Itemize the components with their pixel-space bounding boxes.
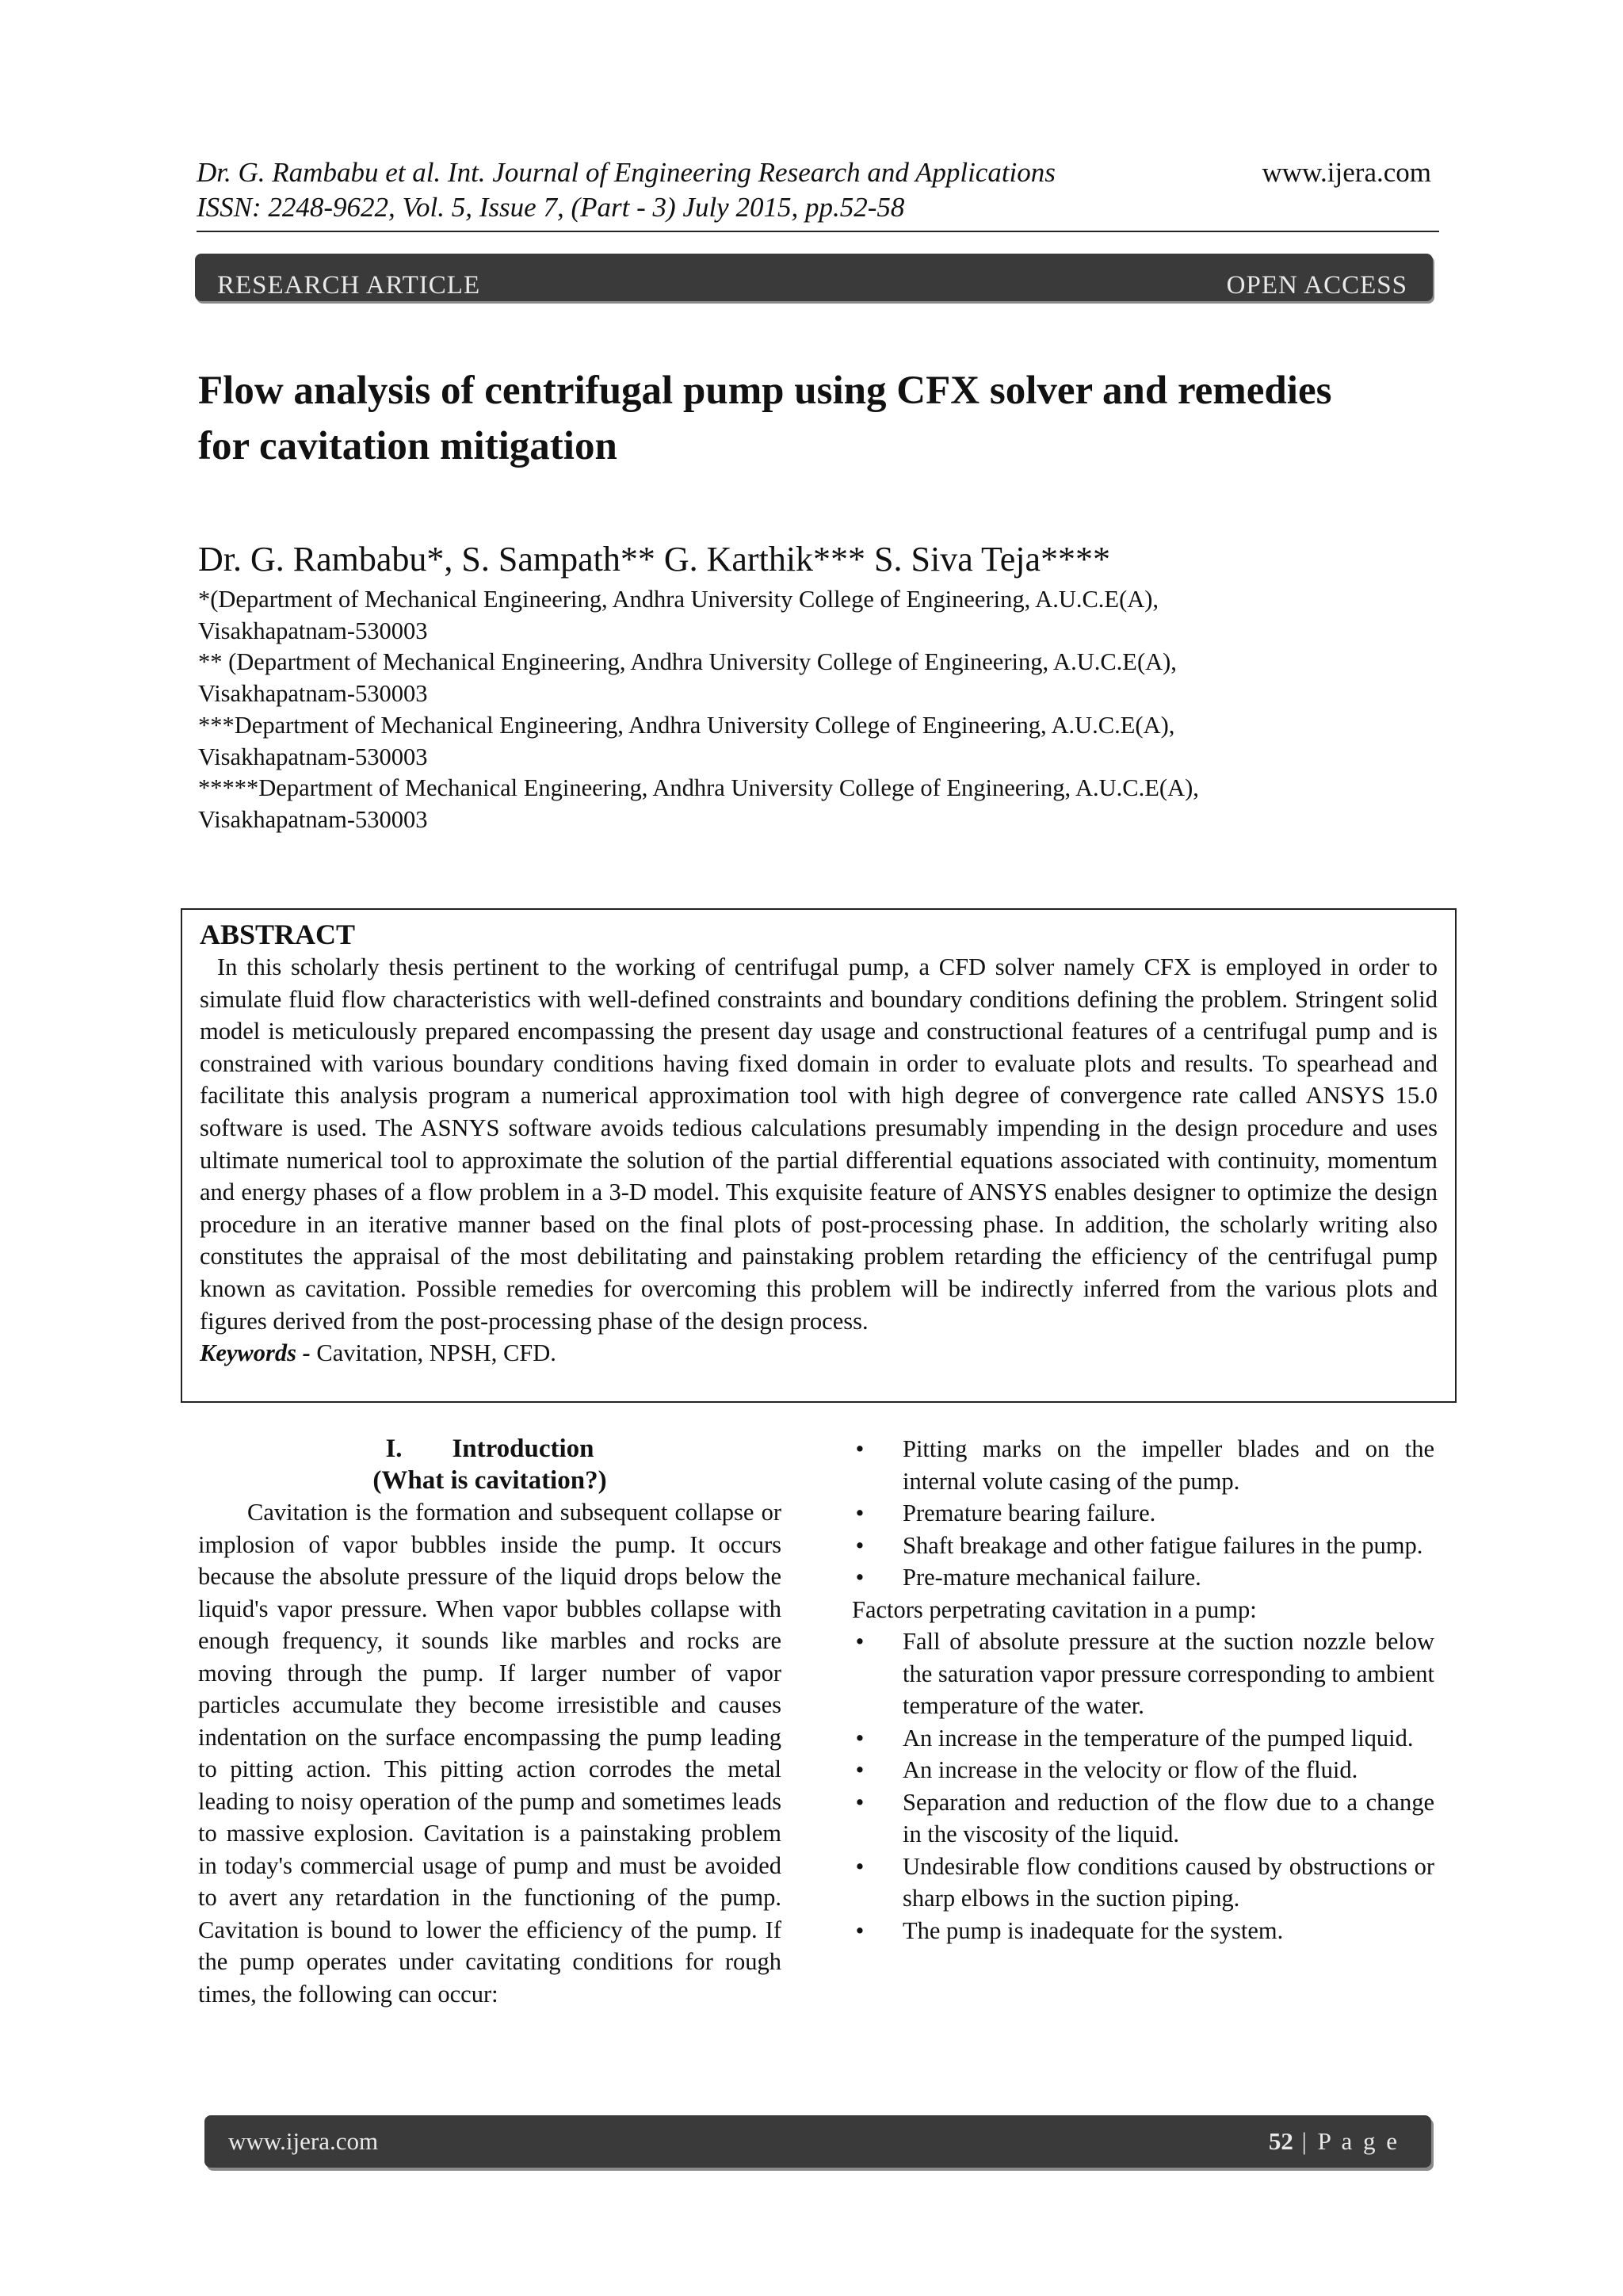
- right-column: [852, 1433, 1434, 1946]
- intro-paragraph: Cavitation is the formation and subsequent collapse or implosion of vapor bubbles inside the pump. It occurs because the absolute pressure of the liquid drops below the liquid's vapor pressure. When vapor bubbles collapse with enough frequency, it sounds like marbles and rocks are moving through the pump. If larger number of vapor particles accumulate they become irresistible and causes indentation on the surface encompassing the pump leading to pitting action. This pitting action corrodes the metal leading to noisy operation of the pump and sometimes leads to massive explosion. Cavitation is a painstaking problem in today's commercial usage of pump and must be avoided to avert any retardation in the functioning of the pump. Cavitation is bound to lower the efficiency of the pump. If the pump operates under cavitating conditions for rough times, the following can occur:: [198, 1499, 781, 2008]
- factors-list: [852, 1626, 1434, 1946]
- effects-list: [852, 1433, 1434, 1594]
- abstract-text: In this scholarly thesis pertinent to the working of centrifugal pump, a CFD solver namely CFX is employed in order to simulate fluid flow characteristics with well-defined constraints and boundary conditions defining the problem. Stringent solid model is meticulously prepared encompassing the present day usage and constructional features of a centrifugal pump and is constrained with various boundary conditions having fixed domain in order to evaluate plots and results. To spearhead and facilitate this analysis program a numerical approximation tool with high degree of convergence rate called ANSYS 15.0 software is used. The ASNYS software avoids tedious calculations presumably impending in the design procedure and uses ultimate numerical tool to approximate the solution of the partial differential equations associated with continuity, momentum and energy phases of a flow problem in a 3-D model. This exquisite feature of ANSYS enables designer to optimize the design procedure in an iterative manner based on the final plots of post-processing phase. In addition, the scholarly writing also constitutes the appraisal of the most debilitating and painstaking problem retarding the efficiency of the centrifugal pump known as cavitation. Possible remedies for overcoming this problem will be indirectly inferred from the various plots and figures derived from the post-processing phase of the design process.: [200, 953, 1438, 1335]
- journal-issn: ISSN: 2248-9622, Vol. 5, Issue 7, (Part - 3) July 2015, pp.52-58: [197, 192, 905, 223]
- list-item: [852, 1915, 1434, 1947]
- section-number: I.: [385, 1435, 403, 1463]
- list-item: [852, 1561, 1434, 1594]
- author-list: Dr. G. Rambabu*, S. Sampath** G. Karthik*** S. Siva Teja****: [198, 540, 1111, 579]
- journal-header: [197, 155, 1439, 232]
- open-access-label: OPEN ACCESS: [1226, 271, 1407, 300]
- list-item: [852, 1851, 1434, 1915]
- list-item-text: Separation and reduction of the flow due to a change in the viscosity of the liquid.: [903, 1788, 1434, 1847]
- footer-website-link[interactable]: www.ijera.com: [228, 2127, 379, 2155]
- paper-title-line-2: for cavitation mitigation: [198, 424, 617, 468]
- bullet-icon: •: [855, 1628, 865, 1655]
- bullet-icon: •: [855, 1499, 865, 1526]
- keywords: [200, 1337, 1438, 1369]
- page-label: | P a g e: [1293, 2127, 1400, 2155]
- bullet-icon: •: [855, 1916, 865, 1944]
- journal-website-link[interactable]: www.ijera.com: [1262, 157, 1431, 188]
- paper-title: [198, 363, 1466, 474]
- bullet-icon: •: [855, 1724, 865, 1752]
- keywords-label: Keywords -: [200, 1339, 311, 1367]
- list-item-text: An increase in the temperature of the pumped liquid.: [903, 1724, 1414, 1752]
- list-item: [852, 1530, 1434, 1562]
- affiliation-line: ** (Department of Mechanical Engineering, Andhra University College of Engineering, A.U.C.E(A),: [198, 648, 1177, 676]
- list-item: [852, 1497, 1434, 1530]
- affiliation-line: *****Department of Mechanical Engineering, Andhra University College of Engineering, A.U.C.E(A),: [198, 774, 1199, 802]
- list-item: [852, 1722, 1434, 1755]
- factors-heading: Factors perpetrating cavitation in a pump:: [852, 1595, 1257, 1623]
- journal-citation: Dr. G. Rambabu et al. Int. Journal of Engineering Research and Applications: [197, 157, 1056, 188]
- bullet-icon: •: [855, 1852, 865, 1880]
- list-item: [852, 1754, 1434, 1786]
- bullet-icon: •: [855, 1564, 865, 1591]
- article-type-ribbon: [195, 254, 1433, 301]
- left-column: [198, 1433, 781, 2010]
- research-article-label: RESEARCH ARTICLE: [217, 271, 481, 300]
- list-item: [852, 1786, 1434, 1851]
- list-item: [852, 1433, 1434, 1497]
- paper-title-line-1: Flow analysis of centrifugal pump using CFX solver and remedies: [198, 369, 1332, 413]
- list-item: [852, 1626, 1434, 1722]
- page-number-value: 52: [1268, 2127, 1293, 2155]
- affiliation-line: ***Department of Mechanical Engineering, Andhra University College of Engineering, A.U.C.E(A),: [198, 711, 1175, 739]
- affiliation-line: Visakhapatnam-530003: [198, 805, 428, 833]
- bullet-icon: •: [855, 1788, 865, 1816]
- affiliation-line: *(Department of Mechanical Engineering, Andhra University College of Engineering, A.U.C.E(A),: [198, 586, 1159, 613]
- affiliation-line: Visakhapatnam-530003: [198, 680, 428, 708]
- list-item-text: An increase in the velocity or flow of the fluid.: [903, 1756, 1358, 1783]
- affiliation-line: Visakhapatnam-530003: [198, 617, 428, 644]
- list-item-text: Fall of absolute pressure at the suction nozzle below the saturation vapor pressure corresponding to ambient temperature of the water.: [903, 1628, 1434, 1719]
- bullet-icon: •: [855, 1435, 865, 1462]
- page-footer: [204, 2115, 1431, 2168]
- list-item-text: Pitting marks on the impeller blades and on the internal volute casing of the pump.: [903, 1435, 1434, 1495]
- affiliations: [198, 584, 1434, 836]
- section-subheading: (What is cavitation?): [372, 1466, 607, 1495]
- list-item-text: Premature bearing failure.: [903, 1499, 1156, 1526]
- keywords-list: Cavitation, NPSH, CFD.: [316, 1339, 556, 1367]
- bullet-icon: •: [855, 1756, 865, 1783]
- affiliation-line: Visakhapatnam-530003: [198, 743, 428, 770]
- section-title: Introduction: [452, 1435, 594, 1463]
- list-item-text: The pump is inadequate for the system.: [903, 1916, 1284, 1944]
- abstract-box: [181, 908, 1457, 1403]
- list-item-text: Pre-mature mechanical failure.: [903, 1564, 1201, 1591]
- abstract-heading: ABSTRACT: [200, 919, 356, 950]
- list-item-text: Shaft breakage and other fatigue failures in the pump.: [903, 1531, 1423, 1559]
- bullet-icon: •: [855, 1531, 865, 1559]
- section-heading: [198, 1433, 781, 1465]
- page-number: [1269, 2126, 1400, 2157]
- list-item-text: Undesirable flow conditions caused by obstructions or sharp elbows in the suction piping.: [903, 1852, 1434, 1912]
